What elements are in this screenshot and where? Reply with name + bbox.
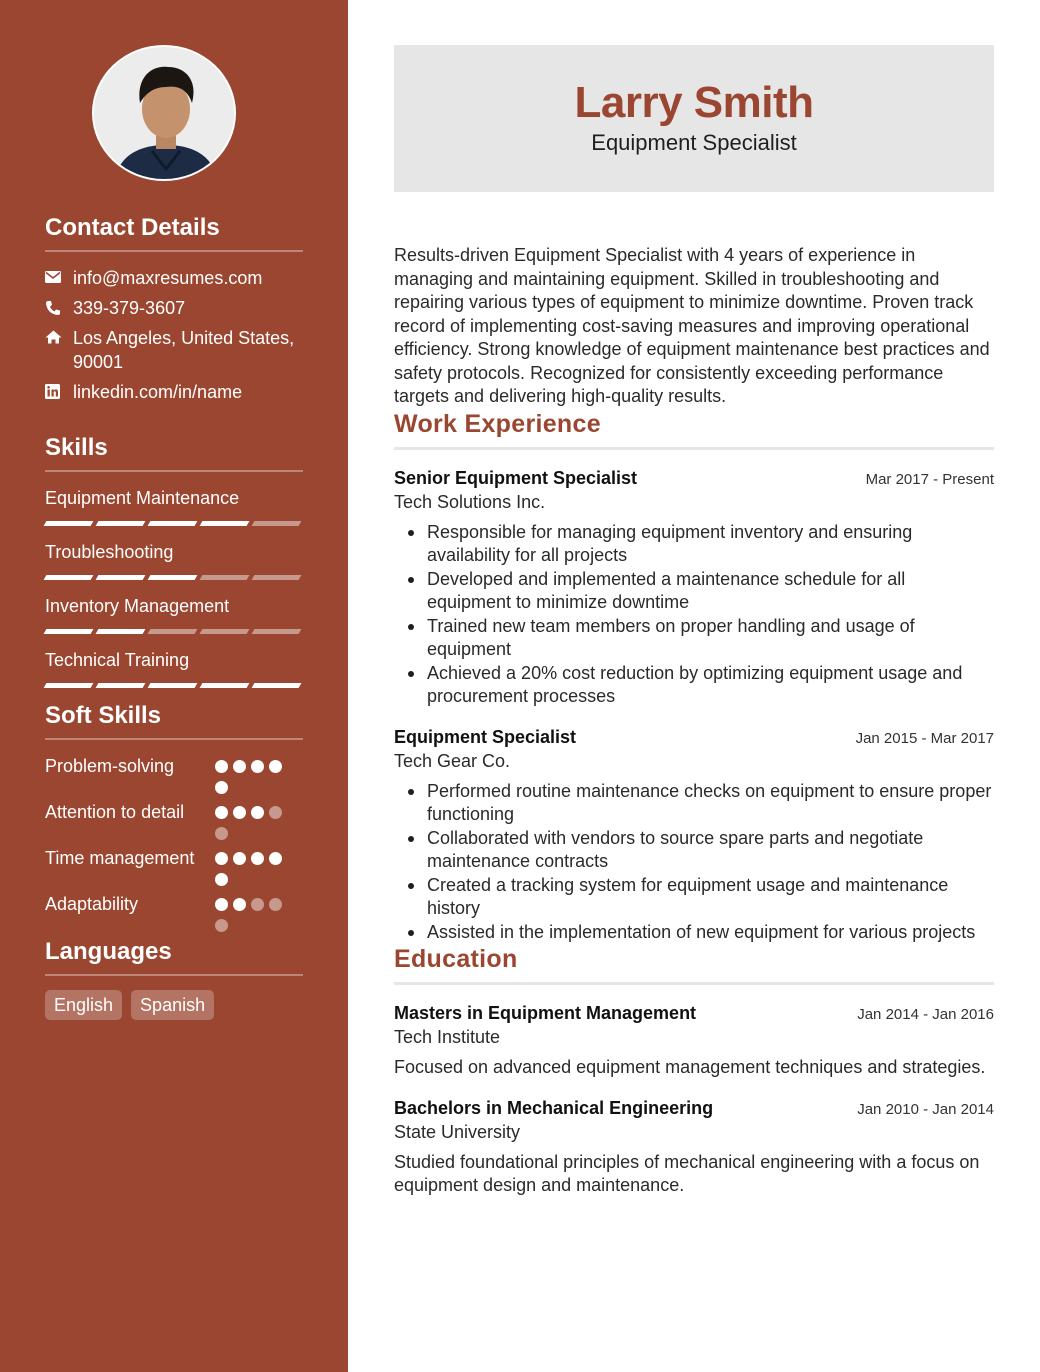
rating-dot — [251, 898, 264, 911]
contact-email[interactable] — [45, 266, 303, 290]
rating-dot — [251, 760, 264, 773]
job-bullet: Trained new team members on proper handling and usage of equipment — [394, 615, 994, 662]
job-company: Tech Solutions Inc. — [394, 491, 546, 512]
skill-level-segment — [96, 521, 146, 526]
skill-level-segment — [148, 683, 198, 688]
soft-skills-heading: Soft Skills — [45, 702, 303, 740]
skill-level-bar — [45, 516, 303, 530]
rating-dot — [233, 898, 246, 911]
education-description: Focused on advanced equipment management techniques and strategies. — [394, 1057, 986, 1077]
languages-list — [45, 990, 303, 1020]
skill-level-segment — [148, 629, 198, 634]
rating-dot — [251, 852, 264, 865]
job-bullet: Assisted in the implementation of new equipment for various projects — [394, 921, 994, 945]
skill-level-segment — [96, 629, 146, 634]
rating-dot — [215, 919, 228, 932]
skill-name: Technical Training — [45, 650, 190, 670]
skill-level-segment — [252, 521, 302, 526]
education-entry — [394, 1001, 994, 1080]
skill-level-segment — [44, 629, 94, 634]
home-icon — [45, 326, 73, 344]
rating-dot — [269, 760, 282, 773]
skill-level-segment — [44, 521, 94, 526]
work-experience-section — [394, 409, 994, 945]
degree-title: Bachelors in Mechanical Engineering — [394, 1097, 714, 1118]
education-date: Jan 2014 - Jan 2016 — [857, 1006, 994, 1023]
resume-header — [394, 45, 994, 192]
contact-phone-text: 339-379-3607 — [73, 298, 186, 318]
contact-address-text: Los Angeles, United States, 90001 — [73, 328, 295, 372]
contact-email-text: info@maxresumes.com — [73, 268, 263, 288]
job-bullets — [394, 521, 994, 709]
skill-name: Inventory Management — [45, 596, 230, 616]
soft-skill-rating — [215, 754, 290, 794]
school-name: State University — [394, 1121, 521, 1142]
language-badge: English — [45, 990, 122, 1020]
language-badge: Spanish — [131, 990, 214, 1020]
rating-dot — [215, 852, 228, 865]
skill-level-segment — [96, 683, 146, 688]
soft-skill-rating — [215, 800, 290, 840]
candidate-name: Larry Smith — [574, 78, 814, 127]
rating-dot — [251, 806, 264, 819]
languages-heading: Languages — [45, 938, 303, 976]
skill-level-bar — [45, 570, 303, 584]
rating-dot — [215, 873, 228, 886]
soft-skill-name: Adaptability — [45, 894, 139, 914]
work-experience-heading: Work Experience — [394, 409, 994, 450]
skill-level-segment — [200, 683, 250, 688]
rating-dot — [215, 806, 228, 819]
soft-skill-rating — [215, 892, 290, 932]
skill-level-segment — [200, 629, 250, 634]
rating-dot — [269, 852, 282, 865]
skill-level-segment — [44, 683, 94, 688]
contact-linkedin-text: linkedin.com/in/name — [73, 382, 243, 402]
soft-skill-item — [45, 892, 303, 932]
education-date: Jan 2010 - Jan 2014 — [857, 1100, 994, 1118]
phone-icon — [45, 296, 73, 316]
soft-skill-rating — [215, 846, 290, 886]
candidate-title: Equipment Specialist — [591, 130, 797, 155]
job-bullet: Performed routine maintenance checks on equipment to ensure proper functioning — [394, 780, 994, 827]
soft-skill-item — [45, 800, 303, 840]
rating-dot — [215, 760, 228, 773]
job-title: Equipment Specialist — [394, 726, 577, 747]
summary-text: Results-driven Equipment Specialist with 4 years of experience in managing and maintaining equipment. Skilled in troubleshooting and repairing various types of equipment to minimize downtime. Proven track record of implementing cost-saving measures and improving operational efficiency. Strong knowledge of equipment maintenance best practices and safety protocols. Recognized for consistently exceeding performance targets and delivering high-quality results. — [394, 245, 990, 406]
skill-name: Equipment Maintenance — [45, 488, 240, 508]
job-company: Tech Gear Co. — [394, 750, 511, 771]
soft-skill-item — [45, 846, 303, 886]
rating-dot — [269, 898, 282, 911]
skill-level-segment — [96, 575, 146, 580]
contact-linkedin[interactable] — [45, 380, 303, 404]
soft-skill-name: Time management — [45, 848, 195, 868]
skill-level-segment — [252, 683, 302, 688]
job-bullet: Developed and implemented a maintenance schedule for all equipment to minimize downtime — [394, 568, 994, 615]
job-date: Jan 2015 - Mar 2017 — [855, 729, 994, 747]
skill-item — [45, 486, 303, 530]
school-name: Tech Institute — [394, 1027, 501, 1047]
skill-level-bar — [45, 678, 303, 692]
job-bullet: Collaborated with vendors to source spare parts and negotiate maintenance contracts — [394, 827, 994, 874]
skill-level-segment — [148, 521, 198, 526]
soft-skill-name: Attention to detail — [45, 802, 185, 822]
skills-list — [45, 486, 303, 692]
rating-dot — [215, 781, 228, 794]
job-entry — [394, 466, 994, 709]
rating-dot — [233, 852, 246, 865]
rating-dot — [233, 760, 246, 773]
sidebar — [0, 0, 348, 1372]
rating-dot — [215, 898, 228, 911]
job-date: Mar 2017 - Present — [865, 470, 994, 488]
linkedin-icon — [45, 380, 73, 399]
contact-heading: Contact Details — [45, 214, 303, 252]
skill-level-segment — [200, 575, 250, 580]
rating-dot — [233, 806, 246, 819]
soft-skill-name: Problem-solving — [45, 756, 175, 776]
skill-item — [45, 594, 303, 638]
email-icon — [45, 266, 73, 284]
skill-level-segment — [200, 521, 250, 526]
skill-level-bar — [45, 624, 303, 638]
soft-skills-list — [45, 754, 303, 932]
profile-photo — [92, 45, 236, 181]
soft-skill-item — [45, 754, 303, 794]
skill-item — [45, 540, 303, 584]
education-entry — [394, 1096, 994, 1198]
main-content — [394, 0, 994, 1198]
education-heading: Education — [394, 944, 994, 985]
rating-dot — [215, 827, 228, 840]
skill-item — [45, 648, 303, 692]
job-bullets — [394, 780, 994, 945]
job-title: Senior Equipment Specialist — [394, 467, 638, 488]
rating-dot — [269, 806, 282, 819]
education-section — [394, 944, 994, 1198]
skill-name: Troubleshooting — [45, 542, 174, 562]
contact-address — [45, 326, 303, 374]
skills-heading: Skills — [45, 434, 303, 472]
job-bullet: Achieved a 20% cost reduction by optimizing equipment usage and procurement processes — [394, 662, 994, 709]
skill-level-segment — [148, 575, 198, 580]
skill-level-segment — [252, 629, 302, 634]
contact-phone[interactable] — [45, 296, 303, 320]
job-bullet: Responsible for managing equipment inventory and ensuring availability for all projects — [394, 521, 994, 568]
job-bullet: Created a tracking system for equipment usage and maintenance history — [394, 874, 994, 921]
degree-title: Masters in Equipment Management — [394, 1003, 697, 1023]
skill-level-segment — [44, 575, 94, 580]
job-entry — [394, 725, 994, 945]
skill-level-segment — [252, 575, 302, 580]
education-description: Studied foundational principles of mechanical engineering with a focus on equipment design and maintenance. — [394, 1151, 980, 1195]
